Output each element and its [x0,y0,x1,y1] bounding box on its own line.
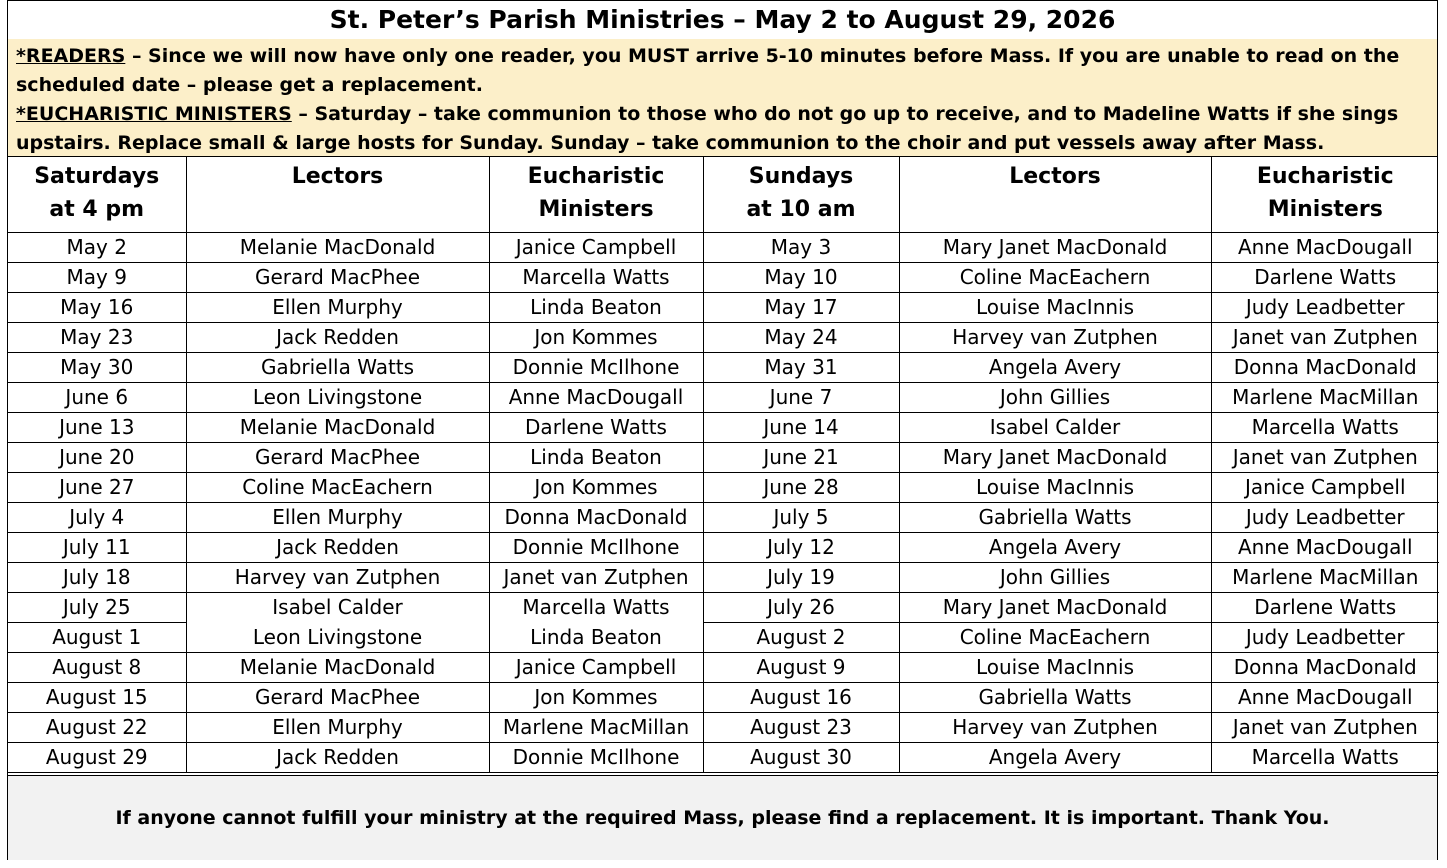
sunday-lector: Angela Avery [899,743,1211,773]
table-row [8,593,1439,623]
saturday-eucharistic-minister: Marcella Watts [489,263,703,293]
saturday-eucharistic-minister: Linda Beaton [489,623,703,653]
sunday-date: July 12 [703,533,899,563]
saturday-date: July 25 [8,593,186,623]
saturday-date: May 16 [8,293,186,323]
saturday-eucharistic-minister: Jon Kommes [489,473,703,503]
table-row [8,383,1439,413]
sunday-lector: Coline MacEachern [899,263,1211,293]
sunday-lector: Gabriella Watts [899,503,1211,533]
saturday-lector: Melanie MacDonald [186,413,489,443]
saturday-date: August 29 [8,743,186,773]
saturday-date: August 22 [8,713,186,743]
saturday-eucharistic-minister: Jon Kommes [489,683,703,713]
sunday-lector: John Gillies [899,383,1211,413]
saturday-lector: Melanie MacDonald [186,653,489,683]
sunday-eucharistic-minister: Anne MacDougall [1211,233,1439,263]
header-saturday-eucharistic-ministers [489,157,703,233]
table-row [8,653,1439,683]
header-em-line1: Eucharistic [1256,164,1394,189]
header-em-line2: Ministers [1267,197,1383,222]
header-em-line2: Ministers [538,197,654,222]
sunday-date: August 30 [703,743,899,773]
table-row [8,563,1439,593]
saturday-lector: Ellen Murphy [186,713,489,743]
header-sundays-line2: at 10 am [746,197,856,222]
schedule-table [8,157,1439,773]
saturday-eucharistic-minister: Janice Campbell [489,653,703,683]
sunday-eucharistic-minister: Janet van Zutphen [1211,443,1439,473]
eucharistic-ministers-keyword: *EUCHARISTIC MINISTERS [16,103,292,125]
saturday-lector: Leon Livingstone [186,383,489,413]
saturday-eucharistic-minister: Darlene Watts [489,413,703,443]
sunday-eucharistic-minister: Darlene Watts [1211,263,1439,293]
saturday-lector: Jack Redden [186,533,489,563]
saturday-lector: Jack Redden [186,323,489,353]
sunday-date: June 7 [703,383,899,413]
table-row [8,323,1439,353]
saturday-eucharistic-minister: Donnie McIlhone [489,743,703,773]
table-row [8,473,1439,503]
sunday-eucharistic-minister: Marlene MacMillan [1211,383,1439,413]
table-row [8,353,1439,383]
saturday-eucharistic-minister: Donnie McIlhone [489,353,703,383]
sunday-date: July 5 [703,503,899,533]
table-row [8,263,1439,293]
table-row [8,443,1439,473]
sunday-eucharistic-minister: Judy Leadbetter [1211,503,1439,533]
sunday-eucharistic-minister: Judy Leadbetter [1211,623,1439,653]
saturday-lector: Melanie MacDonald [186,233,489,263]
header-em-line1: Eucharistic [527,164,665,189]
table-row [8,293,1439,323]
header-sunday-lectors: Lectors [899,157,1211,233]
sunday-date: June 28 [703,473,899,503]
sunday-lector: Louise MacInnis [899,653,1211,683]
sunday-eucharistic-minister: Janice Campbell [1211,473,1439,503]
ministry-schedule-page [7,0,1438,860]
readers-keyword: *READERS [16,45,126,67]
sunday-eucharistic-minister: Anne MacDougall [1211,683,1439,713]
sunday-lector: Mary Janet MacDonald [899,233,1211,263]
saturday-lector: Gerard MacPhee [186,443,489,473]
readers-note [16,42,1429,100]
header-sundays-line1: Sundays [748,164,854,189]
sunday-eucharistic-minister: Judy Leadbetter [1211,293,1439,323]
sunday-lector: Angela Avery [899,353,1211,383]
saturday-date: August 15 [8,683,186,713]
sunday-lector: Angela Avery [899,533,1211,563]
table-row [8,233,1439,263]
sunday-date: August 9 [703,653,899,683]
sunday-date: May 17 [703,293,899,323]
saturday-eucharistic-minister: Jon Kommes [489,323,703,353]
saturday-date: June 6 [8,383,186,413]
saturday-eucharistic-minister: Donnie McIlhone [489,533,703,563]
saturday-date: May 23 [8,323,186,353]
saturday-lector: Gerard MacPhee [186,263,489,293]
sunday-date: August 23 [703,713,899,743]
sunday-eucharistic-minister: Donna MacDonald [1211,653,1439,683]
schedule-body [8,233,1439,773]
sunday-date: May 24 [703,323,899,353]
sunday-date: May 10 [703,263,899,293]
sunday-lector: Harvey van Zutphen [899,323,1211,353]
saturday-date: June 13 [8,413,186,443]
saturday-lector: Leon Livingstone [186,623,489,653]
table-row [8,623,1439,653]
header-saturdays [8,157,186,233]
saturday-eucharistic-minister: Linda Beaton [489,443,703,473]
readers-text: – Since we will now have only one reader, you MUST arrive 5-10 minutes before Mass. If you are unable to read on the scheduled date – please get a replacement. [16,45,1400,96]
sunday-eucharistic-minister: Janet van Zutphen [1211,713,1439,743]
saturday-eucharistic-minister: Donna MacDonald [489,503,703,533]
header-sundays [703,157,899,233]
table-row [8,533,1439,563]
saturday-lector: Ellen Murphy [186,503,489,533]
saturday-lector: Gerard MacPhee [186,683,489,713]
sunday-lector: Harvey van Zutphen [899,713,1211,743]
sunday-eucharistic-minister: Marcella Watts [1211,413,1439,443]
sunday-eucharistic-minister: Donna MacDonald [1211,353,1439,383]
sunday-eucharistic-minister: Marlene MacMillan [1211,563,1439,593]
sunday-lector: Mary Janet MacDonald [899,593,1211,623]
saturday-date: May 2 [8,233,186,263]
sunday-lector: Louise MacInnis [899,293,1211,323]
saturday-eucharistic-minister: Marcella Watts [489,593,703,623]
sunday-eucharistic-minister: Darlene Watts [1211,593,1439,623]
saturday-lector: Ellen Murphy [186,293,489,323]
saturday-date: May 30 [8,353,186,383]
eucharistic-ministers-text: – Saturday – take communion to those who do not go up to receive, and to Madeline Watts if she sings upstairs. Replace small & large hosts for Sunday. Sunday – take communion to the choir and put vessels away after Mass. [16,103,1399,154]
saturday-date: July 11 [8,533,186,563]
saturday-date: August 8 [8,653,186,683]
saturday-date: July 18 [8,563,186,593]
table-row [8,413,1439,443]
table-row [8,713,1439,743]
sunday-date: July 26 [703,593,899,623]
header-sunday-eucharistic-ministers [1211,157,1439,233]
sunday-eucharistic-minister: Janet van Zutphen [1211,323,1439,353]
saturday-date: August 1 [8,623,186,653]
sunday-lector: Louise MacInnis [899,473,1211,503]
saturday-date: May 9 [8,263,186,293]
sunday-lector: Coline MacEachern [899,623,1211,653]
sunday-lector: Gabriella Watts [899,683,1211,713]
saturday-eucharistic-minister: Linda Beaton [489,293,703,323]
saturday-eucharistic-minister: Janice Campbell [489,233,703,263]
saturday-date: June 20 [8,443,186,473]
saturday-lector: Gabriella Watts [186,353,489,383]
saturday-lector: Jack Redden [186,743,489,773]
table-row [8,503,1439,533]
header-saturdays-line1: Saturdays [34,164,160,189]
table-row [8,743,1439,773]
saturday-eucharistic-minister: Anne MacDougall [489,383,703,413]
sunday-date: June 14 [703,413,899,443]
sunday-date: May 3 [703,233,899,263]
saturday-eucharistic-minister: Marlene MacMillan [489,713,703,743]
footer-note: If anyone cannot fulfill your ministry at the required Mass, please find a replacement. It is important. Thank You. [8,775,1437,860]
sunday-date: August 2 [703,623,899,653]
sunday-eucharistic-minister: Anne MacDougall [1211,533,1439,563]
sunday-date: June 21 [703,443,899,473]
saturday-date: July 4 [8,503,186,533]
header-saturday-lectors: Lectors [186,157,489,233]
sunday-lector: John Gillies [899,563,1211,593]
sunday-lector: Mary Janet MacDonald [899,443,1211,473]
sunday-lector: Isabel Calder [899,413,1211,443]
saturday-lector: Harvey van Zutphen [186,563,489,593]
sunday-date: July 19 [703,563,899,593]
sunday-eucharistic-minister: Marcella Watts [1211,743,1439,773]
sunday-date: May 31 [703,353,899,383]
saturday-eucharistic-minister: Janet van Zutphen [489,563,703,593]
page-title: St. Peter’s Parish Ministries – May 2 to August 29, 2026 [8,1,1437,39]
saturday-date: June 27 [8,473,186,503]
table-row [8,683,1439,713]
sunday-date: August 16 [703,683,899,713]
header-row [8,157,1439,233]
header-saturdays-line2: at 4 pm [49,197,145,222]
saturday-lector: Coline MacEachern [186,473,489,503]
saturday-lector: Isabel Calder [186,593,489,623]
instructions-box [8,39,1437,157]
eucharistic-ministers-note [16,100,1429,158]
